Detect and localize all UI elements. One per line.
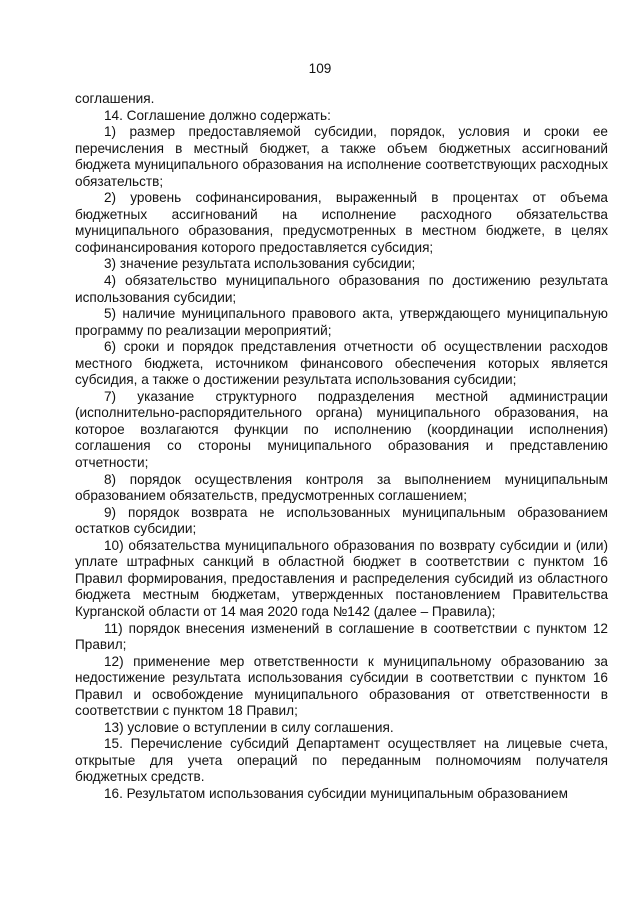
paragraph-item-12: 12) применение мер ответственности к муниципальному образованию за недостижение результата использования субсидии в соответствии с пунктом 16 Правил и освобождение муниципального образования от ответственности в соответствии с пунктом 18 Правил;	[75, 653, 608, 719]
paragraph-clause-15: 15. Перечисление субсидий Департамент осуществляет на лицевые счета, открытые для учета операций по переданным полномочиям получателя бюджетных средств.	[75, 736, 608, 785]
paragraph-item-6: 6) сроки и порядок представления отчетности об осуществлении расходов местного бюджета, источником финансового обеспечения которых является субсидия, а также о достижении результата использования субсидии;	[75, 339, 608, 388]
paragraph-item-5: 5) наличие муниципального правового акта, утверждающего муниципальную программу по реализации мероприятий;	[75, 306, 608, 338]
paragraph-item-11: 11) порядок внесения изменений в соглашение в соответствии с пунктом 12 Правил;	[75, 620, 608, 653]
paragraph-item-2: 2) уровень софинансирования, выраженный в процентах от объема бюджетных ассигнований на исполнение расходного обязательства муниципального образования, предусмотренных в местном бюджете, в целях софинансирования которого предоставляется субсидия;	[75, 190, 608, 255]
paragraph-item-7: 7) указание структурного подразделения местной администрации (исполнительно-распорядительного органа) муниципального образования, на которое возлагаются функции по исполнению (координации исполнения) соглашения со стороны муниципального образования и представлению отчетности;	[75, 388, 608, 471]
paragraph-item-1: 1) размер предоставляемой субсидии, порядок, условия и сроки ее перечисления в местный бюджет, а также объем бюджетных ассигнований бюджета муниципального образования на исполнение соответствующих расходных обязательств;	[75, 124, 608, 189]
paragraph-item-3: 3) значение результата использования субсидии;	[104, 256, 416, 272]
paragraph-item-4: 4) обязательство муниципального образования по достижению результата использования субсидии;	[75, 273, 608, 305]
paragraph-clause-16: 16. Результатом использования субсидии муниципальным образованием	[104, 785, 568, 801]
paragraph-clause-14: 14. Соглашение должно содержать:	[104, 107, 331, 123]
page-number: 109	[308, 61, 332, 76]
paragraph-item-10: 10) обязательства муниципального образования по возврату субсидии и (или) уплате штрафных санкций в областной бюджет в соответствии с пунктом 16 Правил формирования, предоставления и распределения субсидий из областного бюджета местным бюджетам, утвержденных постановлением Правительства Курганской области от 14 мая 2020 года №142 (далее – Правила);	[75, 537, 608, 619]
paragraph-item-9: 9) порядок возврата не использованных муниципальным образованием остатков субсидии;	[75, 504, 608, 537]
paragraph-continuation: соглашения.	[75, 91, 155, 106]
paragraph-item-8: 8) порядок осуществления контроля за выполнением муниципальным образованием обязательств, предусмотренных соглашением;	[75, 471, 608, 504]
document-body	[75, 91, 608, 803]
paragraph-item-13: 13) условие о вступлении в силу соглашения.	[104, 719, 394, 735]
